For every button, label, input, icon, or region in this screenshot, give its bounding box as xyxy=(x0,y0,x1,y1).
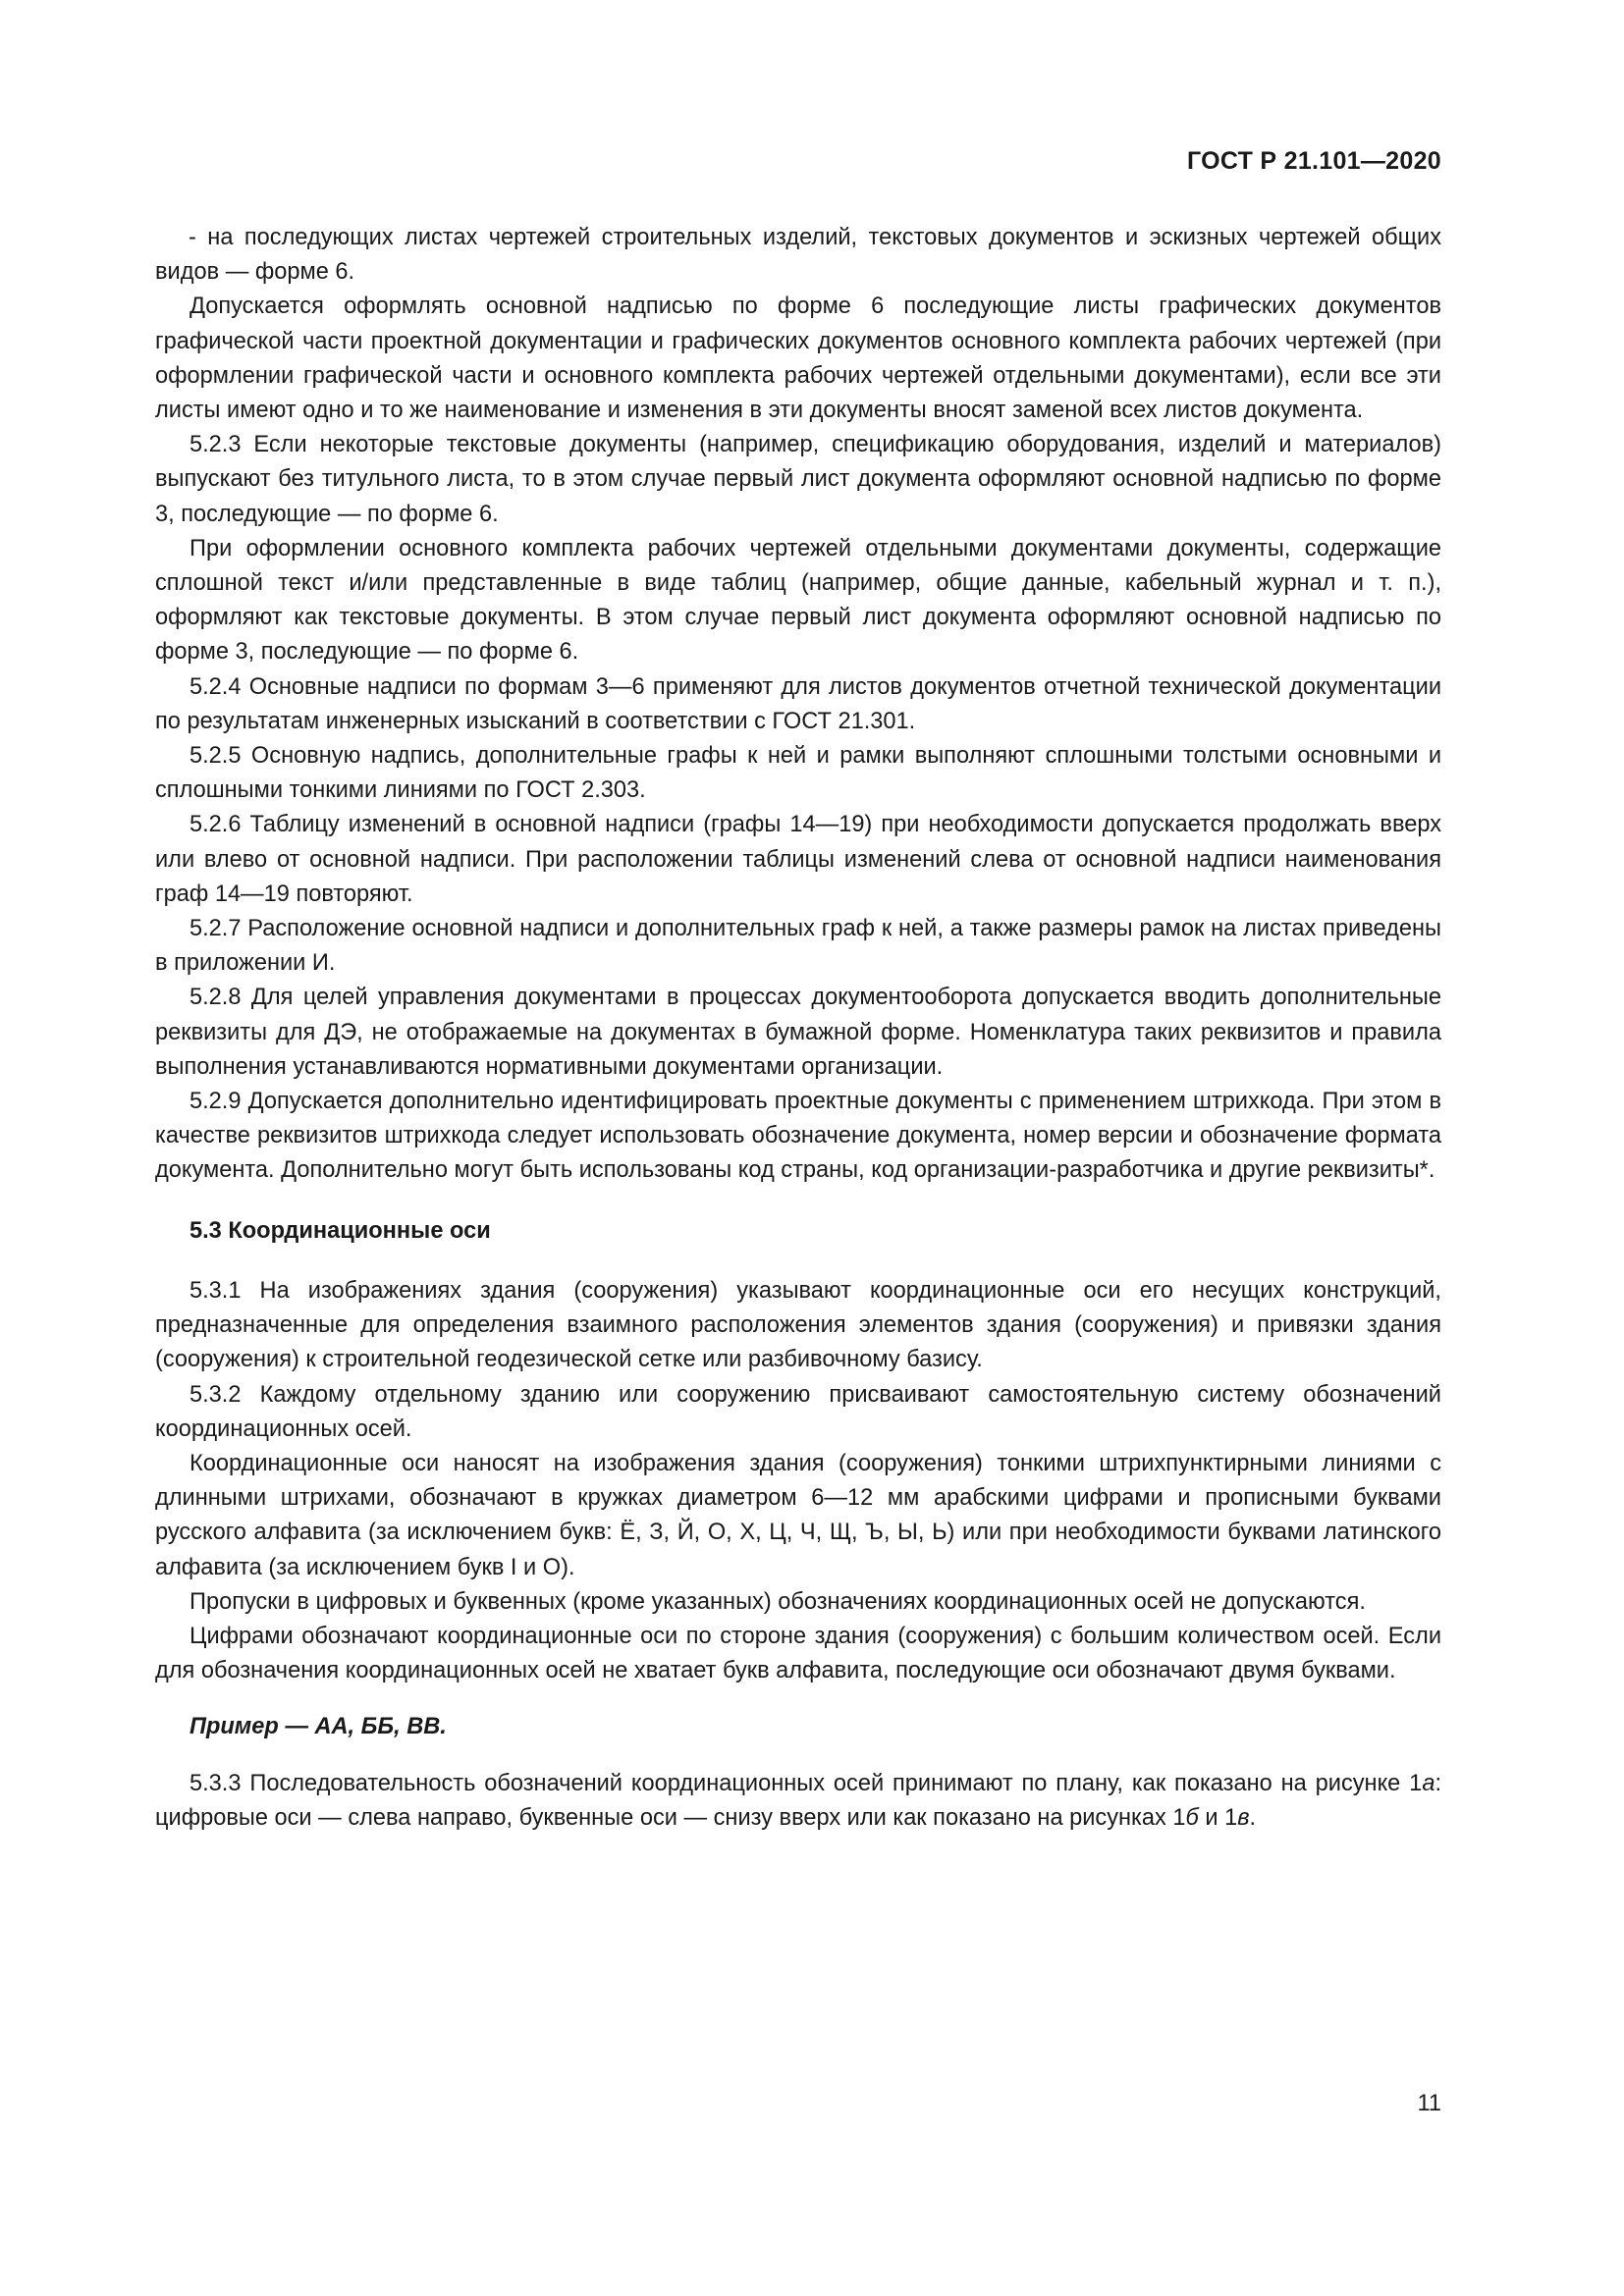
paragraph: Координационные оси наносят на изображения здания (сооружения) тонкими штрихпунктирными линиями с длинными штрихами, обозначают в кружках диаметром 6—12 мм арабскими цифрами и прописными буквами русского алфавита (за исключением букв: Ё, З, Й, О, Х, Ц, Ч, Щ, Ъ, Ы, Ь) или при необходимости буквами латинского алфавита (за исключением букв I и O). xyxy=(155,1450,1441,1580)
paragraph: Цифрами обозначают координационные оси по стороне здания (сооружения) с большим количеством осей. Если для обозначения координационных осей не хватает букв алфавита, последующие оси обозначают двумя буквами. xyxy=(155,1623,1441,1684)
paragraph-text: : цифровые оси — слева направо, буквенные оси — снизу вверх или как показано на рисунках 1 xyxy=(155,1770,1441,1831)
paragraph-5-2-9: 5.2.9 Допускается дополнительно идентифицировать проектные документы с применением штрихкода. При этом в качестве реквизитов штрихкода следует использовать обозначение документа, номер версии и обозначение формата документа. Дополнительно могут быть использованы код страны, код организации-разработчика и другие реквизиты*. xyxy=(155,1089,1441,1184)
paragraph: При оформлении основного комплекта рабочих чертежей отдельными документами документы, содержащие сплошной текст и/или представленные в виде таблиц (например, общие данные, кабельный журнал и т. п.), оформляют как текстовые документы. В этом случае первый лист документа оформляют основной надписью по форме 3, последующие — по форме 6. xyxy=(155,535,1441,666)
paragraph-text: и 1 xyxy=(1198,1804,1238,1831)
paragraph-5-3-2: 5.3.2 Каждому отдельному зданию или сооружению присваивают самостоятельную систему обозначений координационных осей. xyxy=(155,1381,1441,1442)
paragraph-text: . xyxy=(1249,1804,1257,1831)
figure-ref: а xyxy=(1422,1770,1435,1796)
page-number: 11 xyxy=(1417,2091,1441,2116)
paragraph-5-2-5: 5.2.5 Основную надпись, дополнительные графы к ней и рамки выполняют сплошными толстыми основными и сплошными тонкими линиями по ГОСТ 2.303. xyxy=(155,743,1441,804)
paragraph-5-2-7: 5.2.7 Расположение основной надписи и дополнительных граф к ней, а также размеры рамок на листах приведены в приложении И. xyxy=(155,916,1441,977)
paragraph-5-2-3: 5.2.3 Если некоторые текстовые документы (например, спецификацию оборудования, изделий и материалов) выпускают без титульного листа, то в этом случае первый лист документа оформляют основной надписью по форме 3, последующие — по форме 6. xyxy=(155,432,1441,527)
paragraph: Допускается оформлять основной надписью по форме 6 последующие листы графических документов графической части проектной документации и графических документов основного комплекта рабочих чертежей (при оформлении графической части и основного комплекта рабочих чертежей отдельными документами), если все эти листы имеют одно и то же наименование и изменения в эти документы вносят заменой всех листов документа. xyxy=(155,294,1441,424)
paragraph-5-2-4: 5.2.4 Основные надписи по формам 3—6 применяют для листов документов отчетной технической документации по результатам инженерных изысканий в соответствии с ГОСТ 21.301. xyxy=(155,673,1441,734)
section-title-5-3: 5.3 Координационные оси xyxy=(189,1217,491,1244)
paragraph-5-2-8: 5.2.8 Для целей управления документами в процессах документооборота допускается вводить дополнительные реквизиты для ДЭ, не отображаемые на документах в бумажной форме. Номенклатура таких реквизитов и правила выполнения устанавливаются нормативными документами организации. xyxy=(155,985,1441,1080)
paragraph-text: 5.3.3 Последовательность обозначений координационных осей принимают по плану, как показано на рисунке 1 xyxy=(189,1770,1423,1796)
paragraph: - на последующих листах чертежей строительных изделий, текстовых документов и эскизных чертежей общих видов — форме 6. xyxy=(155,225,1441,286)
figure-ref: в xyxy=(1237,1804,1250,1831)
document-body xyxy=(155,221,1441,1836)
paragraph-5-2-6: 5.2.6 Таблицу изменений в основной надписи (графы 14—19) при необходимости допускается продолжать вверх или влево от основной надписи. При расположении таблицы изменений слева от основной надписи наименования граф 14—19 повторяют. xyxy=(155,812,1441,907)
document-code-header: ГОСТ Р 21.101—2020 xyxy=(1186,147,1441,175)
paragraph: Пропуски в цифровых и буквенных (кроме указанных) обозначениях координационных осей не допускаются. xyxy=(189,1588,1366,1615)
paragraph-5-3-3 xyxy=(155,1767,1441,1836)
paragraph-5-3-1: 5.3.1 На изображениях здания (сооружения) указывают координационные оси его несущих конструкций, предназначенные для определения взаимного расположения элементов здания (сооружения) и привязки здания (сооружения) к строительной геодезической сетке или разбивочному базису. xyxy=(155,1277,1441,1373)
figure-ref: б xyxy=(1185,1804,1199,1831)
example-text: Пример — АА, ББ, ВВ. xyxy=(189,1714,447,1740)
